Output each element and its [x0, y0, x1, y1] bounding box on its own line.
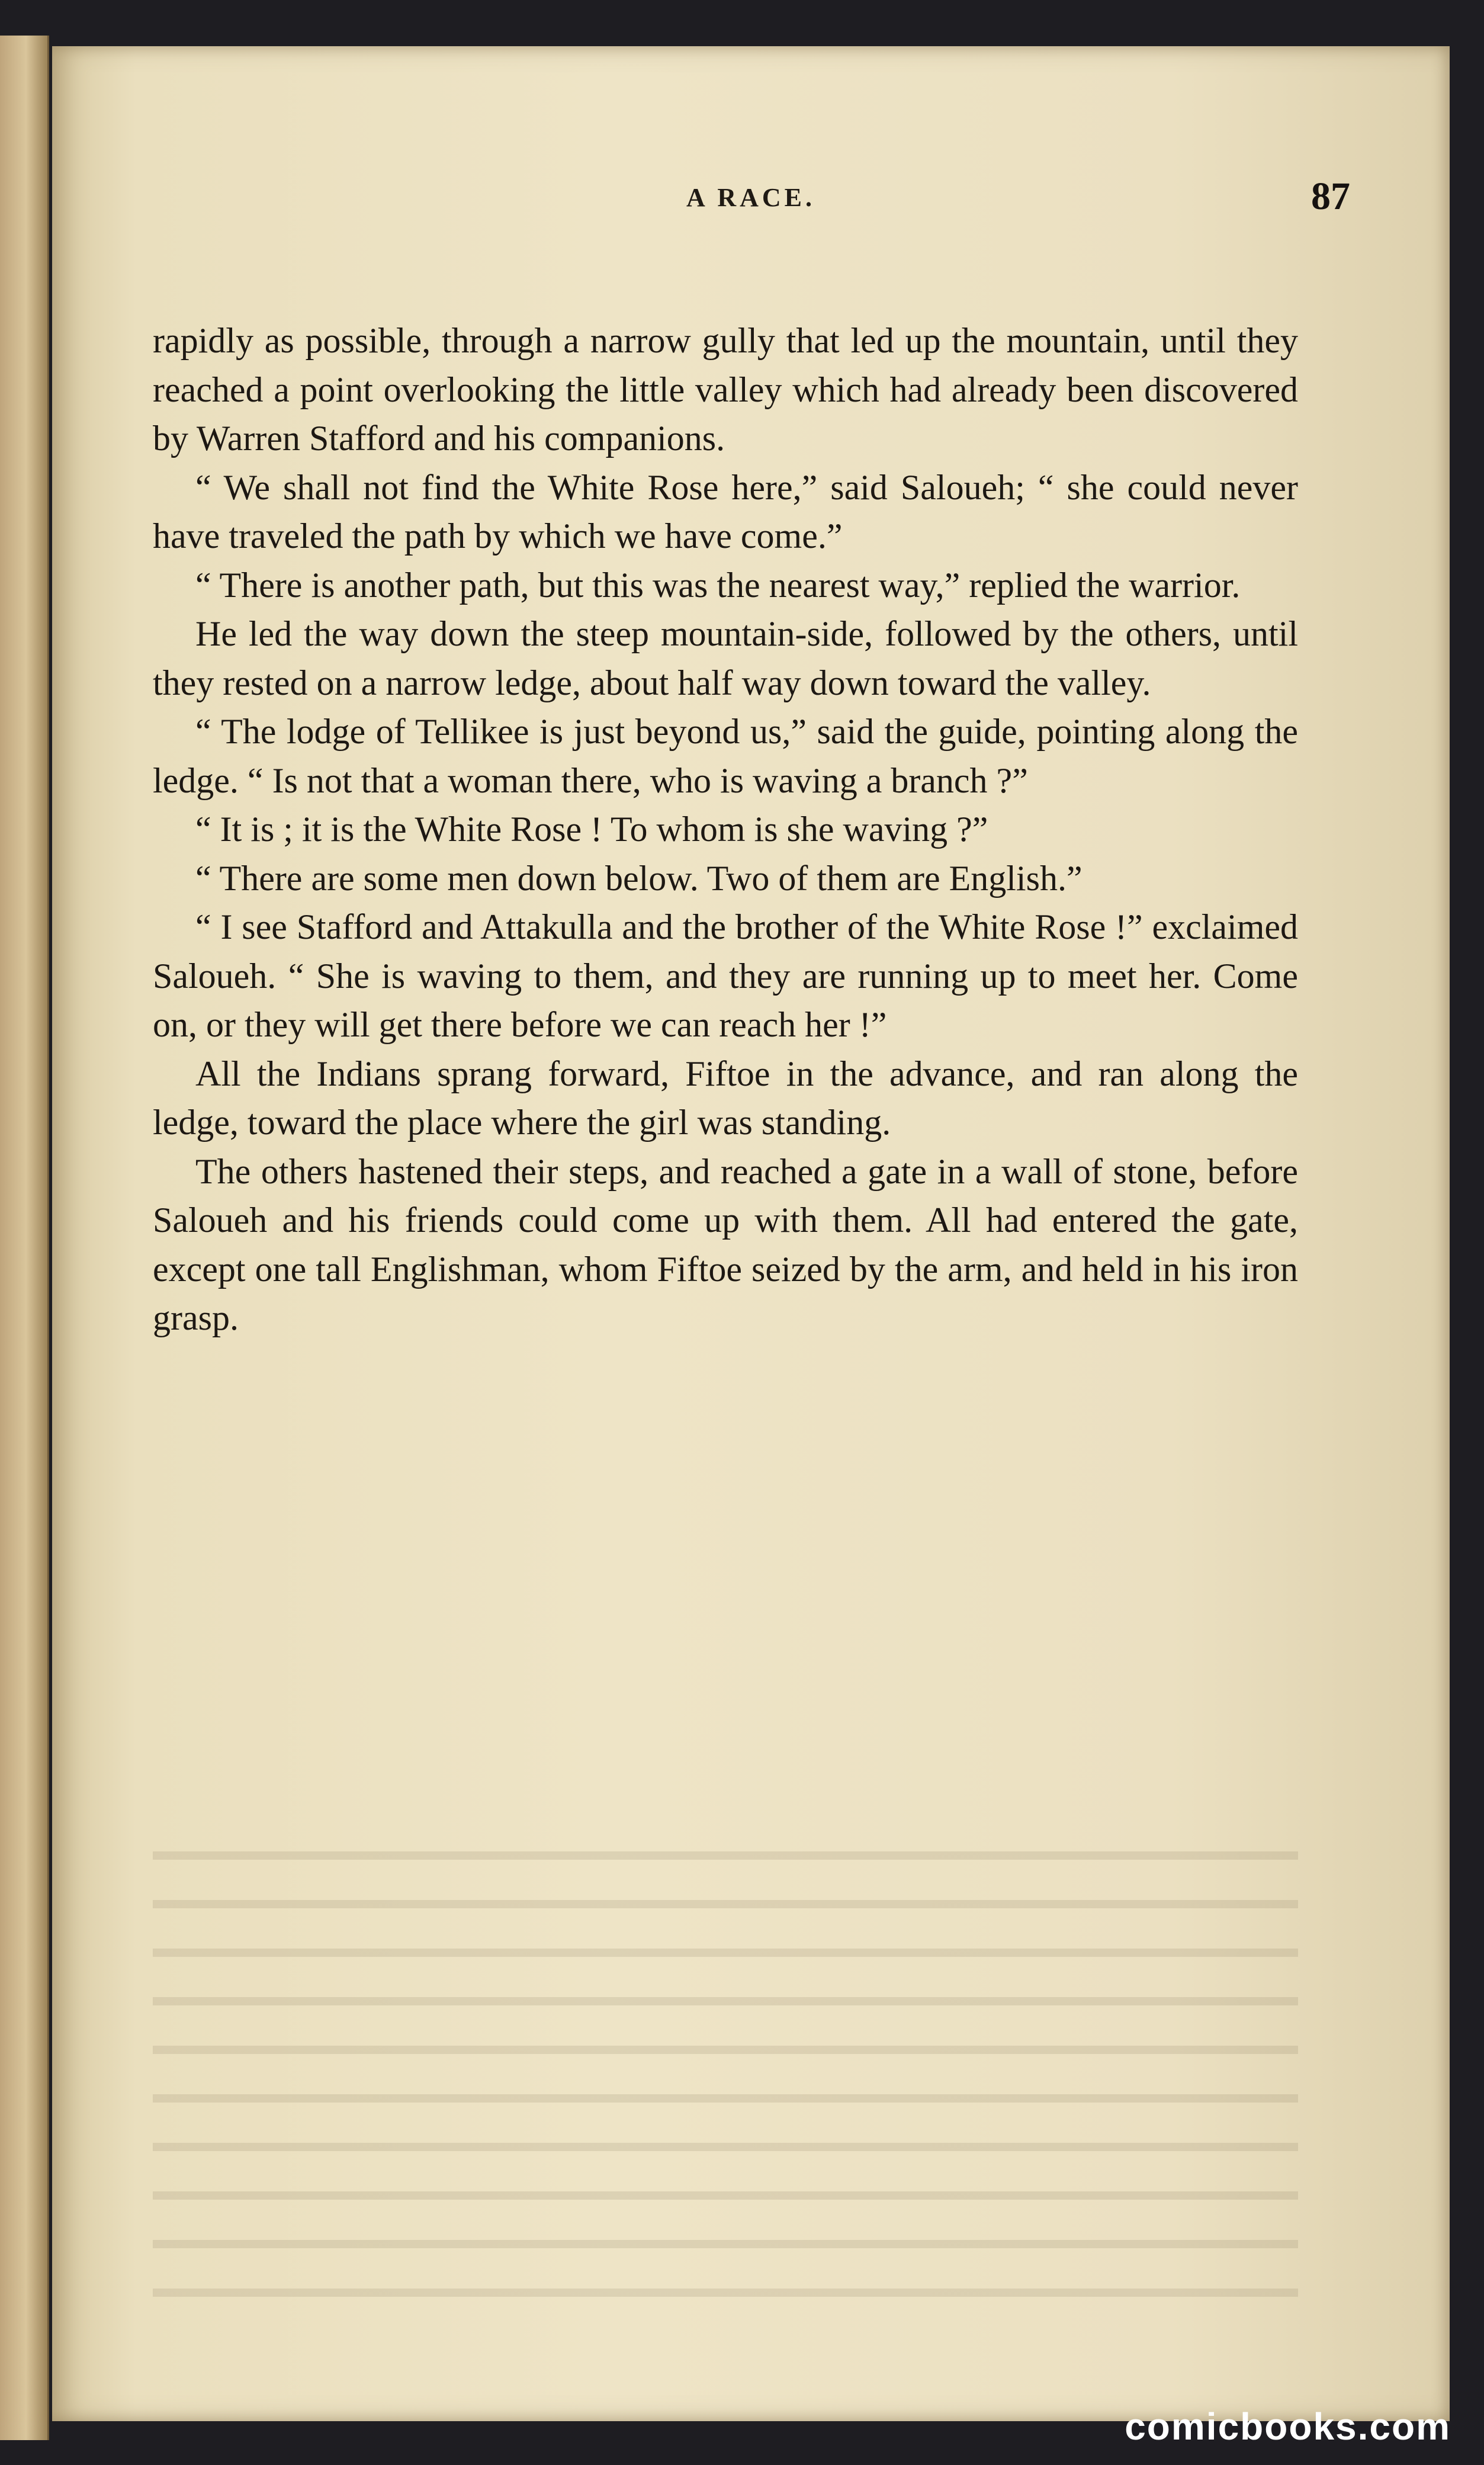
paragraph: “ We shall not find the White Rose here,” said Saloueh; “ she could never have traveled the path by which we have come.” [153, 467, 1298, 556]
paragraph: “ It is ; it is the White Rose ! To whom is she waving ?” [195, 810, 988, 849]
page-header [52, 175, 1450, 248]
paragraph: “ There is another path, but this was the nearest way,” replied the warrior. [195, 565, 1241, 605]
paragraph: “ The lodge of Tellikee is just beyond us,” said the guide, pointing along the ledge. “ Is not that a woman there, who is waving a branch ?” [153, 712, 1298, 800]
show-through-text [153, 1823, 1298, 2309]
paragraph: “ I see Stafford and Attakulla and the brother of the White Rose !” exclaimed Saloueh. “ She is waving to them, and they are running up to meet her. Come on, or they will get there before we can reach her !” [153, 907, 1298, 1044]
paragraph: He led the way down the steep mountain-side, followed by the others, until they rested on a narrow ledge, about half way down toward the valley. [153, 614, 1298, 702]
paragraph: All the Indians sprang forward, Fiftoe in the advance, and ran along the ledge, toward the place where the girl was standing. [153, 1054, 1298, 1142]
book-page [52, 46, 1450, 2421]
running-head: A RACE. [686, 183, 816, 212]
facing-page-edge [0, 36, 49, 2440]
page-number: 87 [1311, 175, 1350, 218]
body-text [153, 316, 1298, 1343]
watermark: comicbooks.com [1125, 2405, 1451, 2448]
paragraph: The others hastened their steps, and reached a gate in a wall of stone, before Saloueh and his friends could come up with them. All had entered the gate, except one tall Englishman, whom Fiftoe seized by the arm, and held in his iron grasp. [153, 1151, 1298, 1337]
paragraph: “ There are some men down below. Two of them are English.” [195, 858, 1083, 898]
paragraph: rapidly as possible, through a narrow gully that led up the mountain, until they reached a point overlooking the little valley which had already been discovered by Warren Stafford and his companions. [153, 321, 1298, 458]
